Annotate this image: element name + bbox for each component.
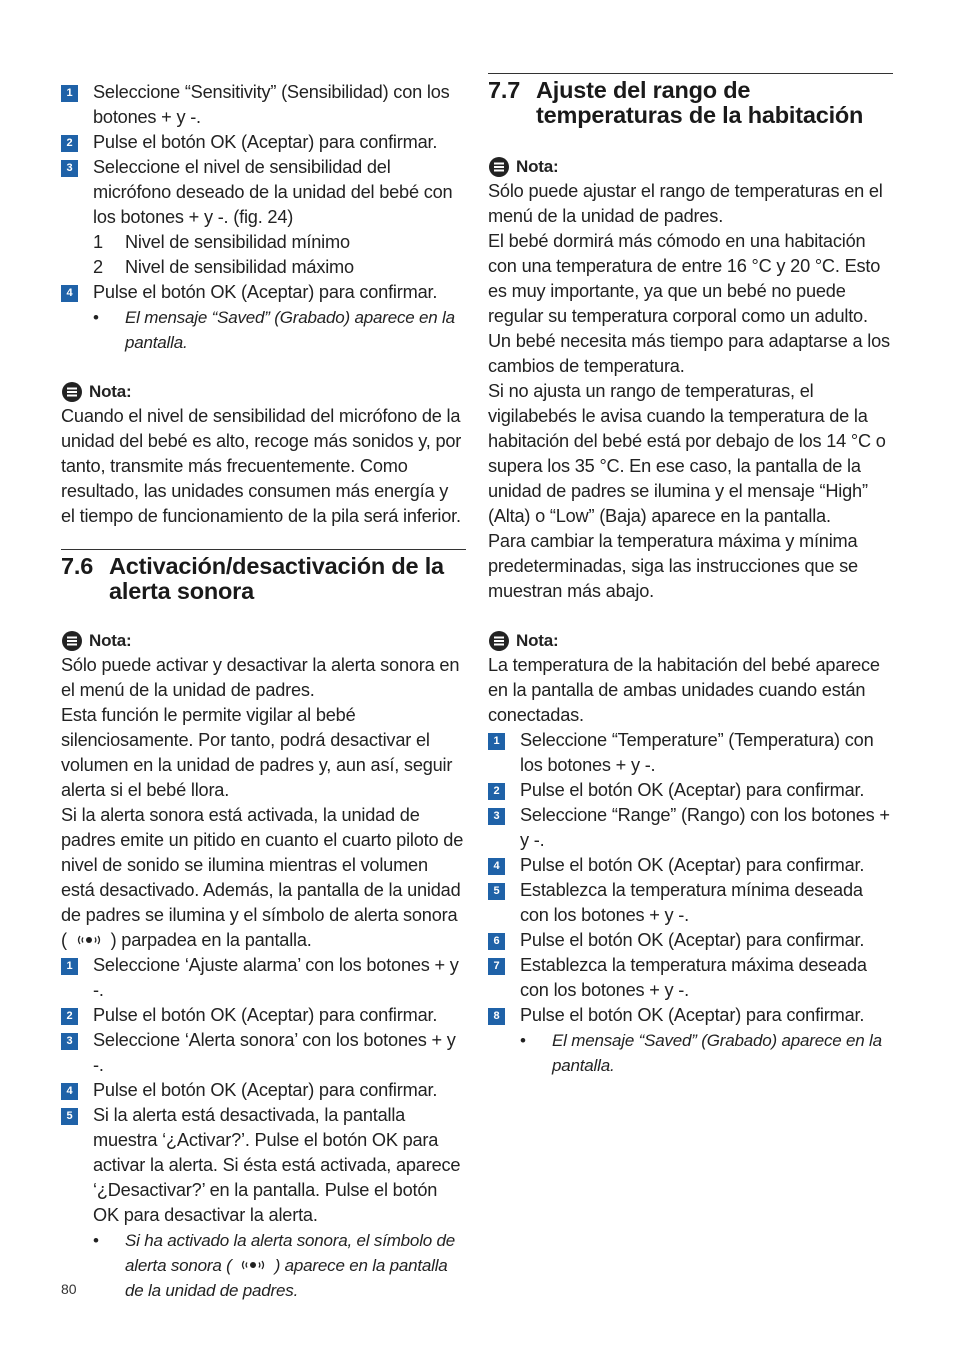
step-number-badge: 2 <box>61 135 78 152</box>
bullet-dot: • <box>93 308 99 327</box>
step-number-badge: 2 <box>488 783 505 800</box>
sub-list-number: 2 <box>93 257 103 277</box>
step-item <box>61 80 466 130</box>
step-number-badge: 3 <box>61 1033 78 1050</box>
step-number-badge: 4 <box>61 1083 78 1100</box>
step-text: Pulse el botón OK (Aceptar) para confirmar. <box>93 282 438 302</box>
step-number-badge: 5 <box>61 1108 78 1125</box>
step-item <box>488 778 893 803</box>
right-column <box>488 73 893 1078</box>
step-text: Seleccione ‘Alerta sonora’ con los botones + y -. <box>93 1030 456 1075</box>
note-paragraph <box>61 803 466 953</box>
section-title: Activación/desactivación de la alerta sonora <box>109 553 444 604</box>
section-number: 7.6 <box>61 553 94 579</box>
step-item <box>488 728 893 778</box>
note-paragraph: El bebé dormirá más cómodo en una habitación con una temperatura de entre 16 °C y 20 °C. Esto es muy importante, ya que un bebé no puede regular su temperatura corporal como un adulto. Un bebé necesita más tiempo para adaptarse a los cambios de temperatura. <box>488 231 890 376</box>
step-item <box>488 1003 893 1028</box>
bullet-dot: • <box>520 1031 526 1050</box>
note-paragraph: Para cambiar la temperatura máxima y mínima predeterminadas, siga las instrucciones que se muestran más abajo. <box>488 531 858 601</box>
step-item <box>61 155 466 230</box>
page-number: 80 <box>61 1281 77 1297</box>
step-number-badge: 7 <box>488 958 505 975</box>
step-number-badge: 1 <box>61 85 78 102</box>
step-item <box>61 1028 466 1078</box>
step-item <box>488 878 893 928</box>
note-heading <box>488 628 893 653</box>
step-text: Si la alerta está desactivada, la pantalla muestra ‘¿Activar?’. Pulse el botón OK para activar la alerta. Si ésta está activada, aparece ‘¿Desactivar?’ en la pantalla. Pulse el botón OK para desactivar la alerta. <box>93 1105 461 1225</box>
sub-list-number: 1 <box>93 232 103 252</box>
section-heading <box>61 549 466 604</box>
bullet-text: El mensaje “Saved” (Grabado) aparece en la pantalla. <box>125 308 455 352</box>
note-label: Nota: <box>516 157 559 176</box>
bullet-dot: • <box>93 1231 99 1250</box>
step-text: Seleccione “Sensitivity” (Sensibilidad) con los botones + y -. <box>93 82 450 127</box>
sub-list-text: Nivel de sensibilidad mínimo <box>125 232 350 252</box>
bullet-item <box>61 305 466 355</box>
step-item <box>488 928 893 953</box>
note-paragraph: Esta función le permite vigilar al bebé silenciosamente. Por tanto, podrá desactivar el volumen en la unidad de padres y, aun así, seguir alerta si el bebé llora. <box>61 705 453 800</box>
note-paragraph: Sólo puede ajustar el rango de temperaturas en el menú de la unidad de padres. <box>488 181 883 226</box>
step-item <box>61 280 466 305</box>
step-item <box>488 803 893 853</box>
note-text: La temperatura de la habitación del bebé aparece en la pantalla de ambas unidades cuando están conectadas. <box>488 655 880 725</box>
step-item <box>61 1078 466 1103</box>
bullet-text: El mensaje “Saved” (Grabado) aparece en la pantalla. <box>552 1031 882 1075</box>
step-number-badge: 6 <box>488 933 505 950</box>
sub-list-item <box>61 230 466 255</box>
note-heading <box>61 628 466 653</box>
left-column <box>61 80 466 1303</box>
note-paragraph: Sólo puede activar y desactivar la alerta sonora en el menú de la unidad de padres. <box>61 655 460 700</box>
step-text: Pulse el botón OK (Aceptar) para confirmar. <box>520 855 865 875</box>
note-icon <box>488 156 510 178</box>
step-text: Pulse el botón OK (Aceptar) para confirmar. <box>520 930 865 950</box>
step-number-badge: 5 <box>488 883 505 900</box>
step-item <box>488 953 893 1003</box>
note-paragraph-text: ) parpadea en la pantalla. <box>110 930 312 950</box>
step-item <box>61 1103 466 1228</box>
note-text: Cuando el nivel de sensibilidad del micrófono de la unidad del bebé es alto, recoge más sonidos y, por tanto, transmite más frecuentemente. Como resultado, las unidades consumen más energía y el tiempo de funcionamiento de la pila será inferior. <box>61 406 462 526</box>
step-number-badge: 4 <box>488 858 505 875</box>
step-number-badge: 2 <box>61 1008 78 1025</box>
section-number: 7.7 <box>488 77 521 103</box>
step-text: Pulse el botón OK (Aceptar) para confirmar. <box>93 1080 438 1100</box>
step-number-badge: 8 <box>488 1008 505 1025</box>
step-text: Seleccione el nivel de sensibilidad del micrófono deseado de la unidad del bebé con los botones + y -. (fig. 24) <box>93 157 453 227</box>
note-icon <box>488 630 510 652</box>
bullet-item <box>61 1228 466 1303</box>
step-item <box>488 853 893 878</box>
step-item <box>61 130 466 155</box>
note-label: Nota: <box>89 382 132 401</box>
step-text: Establezca la temperatura máxima deseada con los botones + y -. <box>520 955 867 1000</box>
step-text: Pulse el botón OK (Aceptar) para confirmar. <box>93 132 438 152</box>
step-item <box>61 1003 466 1028</box>
step-text: Seleccione ‘Ajuste alarma’ con los botones + y -. <box>93 955 459 1000</box>
sound-alert-icon <box>72 933 106 947</box>
sound-alert-icon <box>236 1258 270 1272</box>
step-number-badge: 4 <box>61 285 78 302</box>
step-text: Pulse el botón OK (Aceptar) para confirmar. <box>520 780 865 800</box>
step-text: Seleccione “Temperature” (Temperatura) con los botones + y -. <box>520 730 874 775</box>
note-label: Nota: <box>89 631 132 650</box>
note-heading <box>488 154 893 179</box>
step-text: Seleccione “Range” (Rango) con los botones + y -. <box>520 805 890 850</box>
step-text: Pulse el botón OK (Aceptar) para confirmar. <box>93 1005 438 1025</box>
step-number-badge: 3 <box>488 808 505 825</box>
sub-list-item <box>61 255 466 280</box>
note-paragraph-text: Si la alerta sonora está activada, la unidad de padres emite un pitido en cuanto el cuarto piloto de nivel de sonido se ilumina mientras el volumen está desactivado. Además, la pantalla de la unidad de padres se ilumina y el símbolo de alerta sonora ( <box>61 805 464 950</box>
step-number-badge: 1 <box>61 958 78 975</box>
section-heading <box>488 73 893 128</box>
note-icon <box>61 630 83 652</box>
note-heading <box>61 379 466 404</box>
bullet-text: ) aparece en la pantalla de la unidad de padres. <box>125 1256 448 1300</box>
step-item <box>61 953 466 1003</box>
note-label: Nota: <box>516 631 559 650</box>
section-title: Ajuste del rango de temperaturas de la habitación <box>536 77 864 128</box>
bullet-item <box>488 1028 893 1078</box>
note-paragraph: Si no ajusta un rango de temperaturas, el vigilabebés le avisa cuando la temperatura de la habitación del bebé está por debajo de los 14 °C o supera los 35 °C. En ese caso, la pantalla de la unidad de padres se ilumina y el mensaje “High” (Alta) o “Low” (Baja) aparece en la pantalla. <box>488 381 886 526</box>
step-number-badge: 1 <box>488 733 505 750</box>
step-text: Pulse el botón OK (Aceptar) para confirmar. <box>520 1005 865 1025</box>
note-icon <box>61 381 83 403</box>
step-text: Establezca la temperatura mínima deseada con los botones + y -. <box>520 880 863 925</box>
step-number-badge: 3 <box>61 160 78 177</box>
bullet-text: Si ha activado la alerta sonora, el símbolo de alerta sonora ( <box>125 1231 456 1275</box>
sub-list-text: Nivel de sensibilidad máximo <box>125 257 354 277</box>
